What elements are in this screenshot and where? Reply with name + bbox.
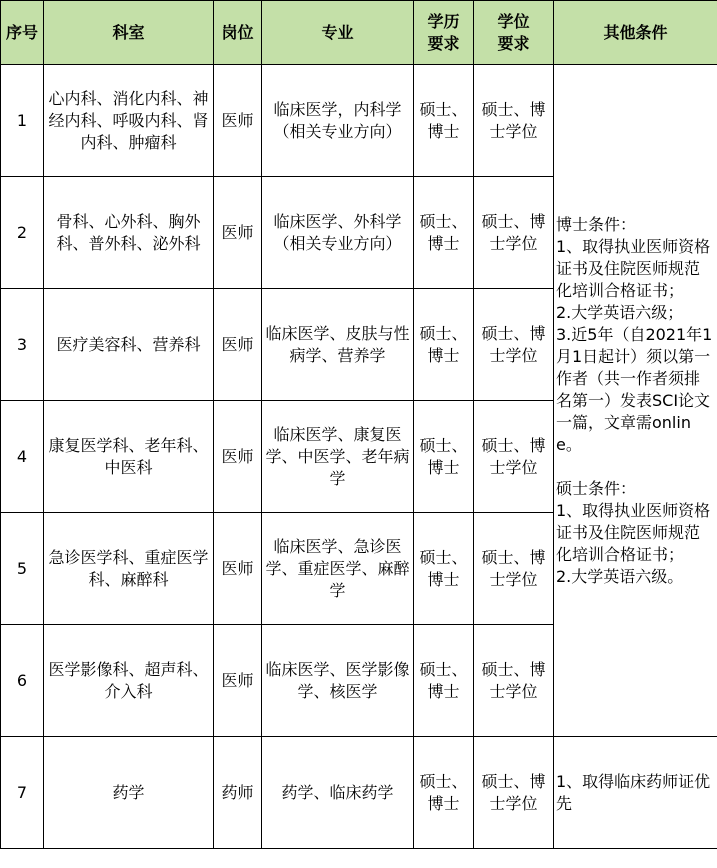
header-no: 序号 xyxy=(1,1,44,65)
cell-major: 临床医学、康复医学、中医学、老年病学 xyxy=(262,401,414,513)
cell-degree: 硕士、博士学位 xyxy=(474,737,554,849)
cell-no: 5 xyxy=(1,513,44,625)
cell-degree: 硕士、博士学位 xyxy=(474,401,554,513)
cell-degree: 硕士、博士学位 xyxy=(474,513,554,625)
cell-post: 医师 xyxy=(214,625,262,737)
cell-major: 临床医学，内科学（相关专业方向） xyxy=(262,65,414,177)
cell-no: 2 xyxy=(1,177,44,289)
cell-dept: 骨科、心外科、胸外科、普外科、泌外科 xyxy=(44,177,214,289)
header-degree: 学位 要求 xyxy=(474,1,554,65)
cell-conditions-row7: 1、取得临床药师证优先 xyxy=(554,737,717,849)
cell-no: 4 xyxy=(1,401,44,513)
cell-degree: 硕士、博士学位 xyxy=(474,177,554,289)
header-post: 岗位 xyxy=(214,1,262,65)
cell-degree: 硕士、博士学位 xyxy=(474,289,554,401)
cell-dept: 急诊医学科、重症医学科、麻醉科 xyxy=(44,513,214,625)
table-row xyxy=(1,737,717,849)
cell-dept: 康复医学科、老年科、中医科 xyxy=(44,401,214,513)
cell-edu: 硕士、博士 xyxy=(414,289,474,401)
cell-no: 6 xyxy=(1,625,44,737)
cell-post: 药师 xyxy=(214,737,262,849)
cell-post: 医师 xyxy=(214,65,262,177)
cell-major: 临床医学、急诊医学、重症医学、麻醉学 xyxy=(262,513,414,625)
cell-edu: 硕士、博士 xyxy=(414,401,474,513)
cell-major: 临床医学、外科学（相关专业方向） xyxy=(262,177,414,289)
cell-post: 医师 xyxy=(214,401,262,513)
header-major: 专业 xyxy=(262,1,414,65)
cell-edu: 硕士、博士 xyxy=(414,177,474,289)
cell-degree: 硕士、博士学位 xyxy=(474,65,554,177)
cell-dept: 医疗美容科、营养科 xyxy=(44,289,214,401)
cell-post: 医师 xyxy=(214,289,262,401)
cell-dept: 医学影像科、超声科、介入科 xyxy=(44,625,214,737)
table-row xyxy=(1,65,717,177)
header-conditions: 其他条件 xyxy=(554,1,717,65)
cell-no: 1 xyxy=(1,65,44,177)
cell-conditions-shared: 博士条件： 1、取得执业医师资格证书及住院医师规范化培训合格证书； 2.大学英语六级； 3.近5年（自2021年1月1日起计）须以第一作者（共一作者须排名第一）发表SCI论文一篇，文章需online。 硕士条件： 1、取得执业医师资格证书及住院医师规范化培训合格证书； 2.大学英语六级。 xyxy=(554,65,717,737)
cell-post: 医师 xyxy=(214,177,262,289)
cell-degree: 硕士、博士学位 xyxy=(474,625,554,737)
cell-edu: 硕士、博士 xyxy=(414,737,474,849)
cell-major: 药学、临床药学 xyxy=(262,737,414,849)
cell-major: 临床医学、医学影像学、核医学 xyxy=(262,625,414,737)
cell-dept: 药学 xyxy=(44,737,214,849)
cell-edu: 硕士、博士 xyxy=(414,513,474,625)
cell-no: 7 xyxy=(1,737,44,849)
header-row xyxy=(1,1,717,65)
cell-no: 3 xyxy=(1,289,44,401)
cell-dept: 心内科、消化内科、神经内科、呼吸内科、肾内科、肿瘤科 xyxy=(44,65,214,177)
header-edu: 学历 要求 xyxy=(414,1,474,65)
cell-post: 医师 xyxy=(214,513,262,625)
header-dept: 科室 xyxy=(44,1,214,65)
cell-edu: 硕士、博士 xyxy=(414,625,474,737)
cell-major: 临床医学、皮肤与性病学、营养学 xyxy=(262,289,414,401)
cell-edu: 硕士、博士 xyxy=(414,65,474,177)
